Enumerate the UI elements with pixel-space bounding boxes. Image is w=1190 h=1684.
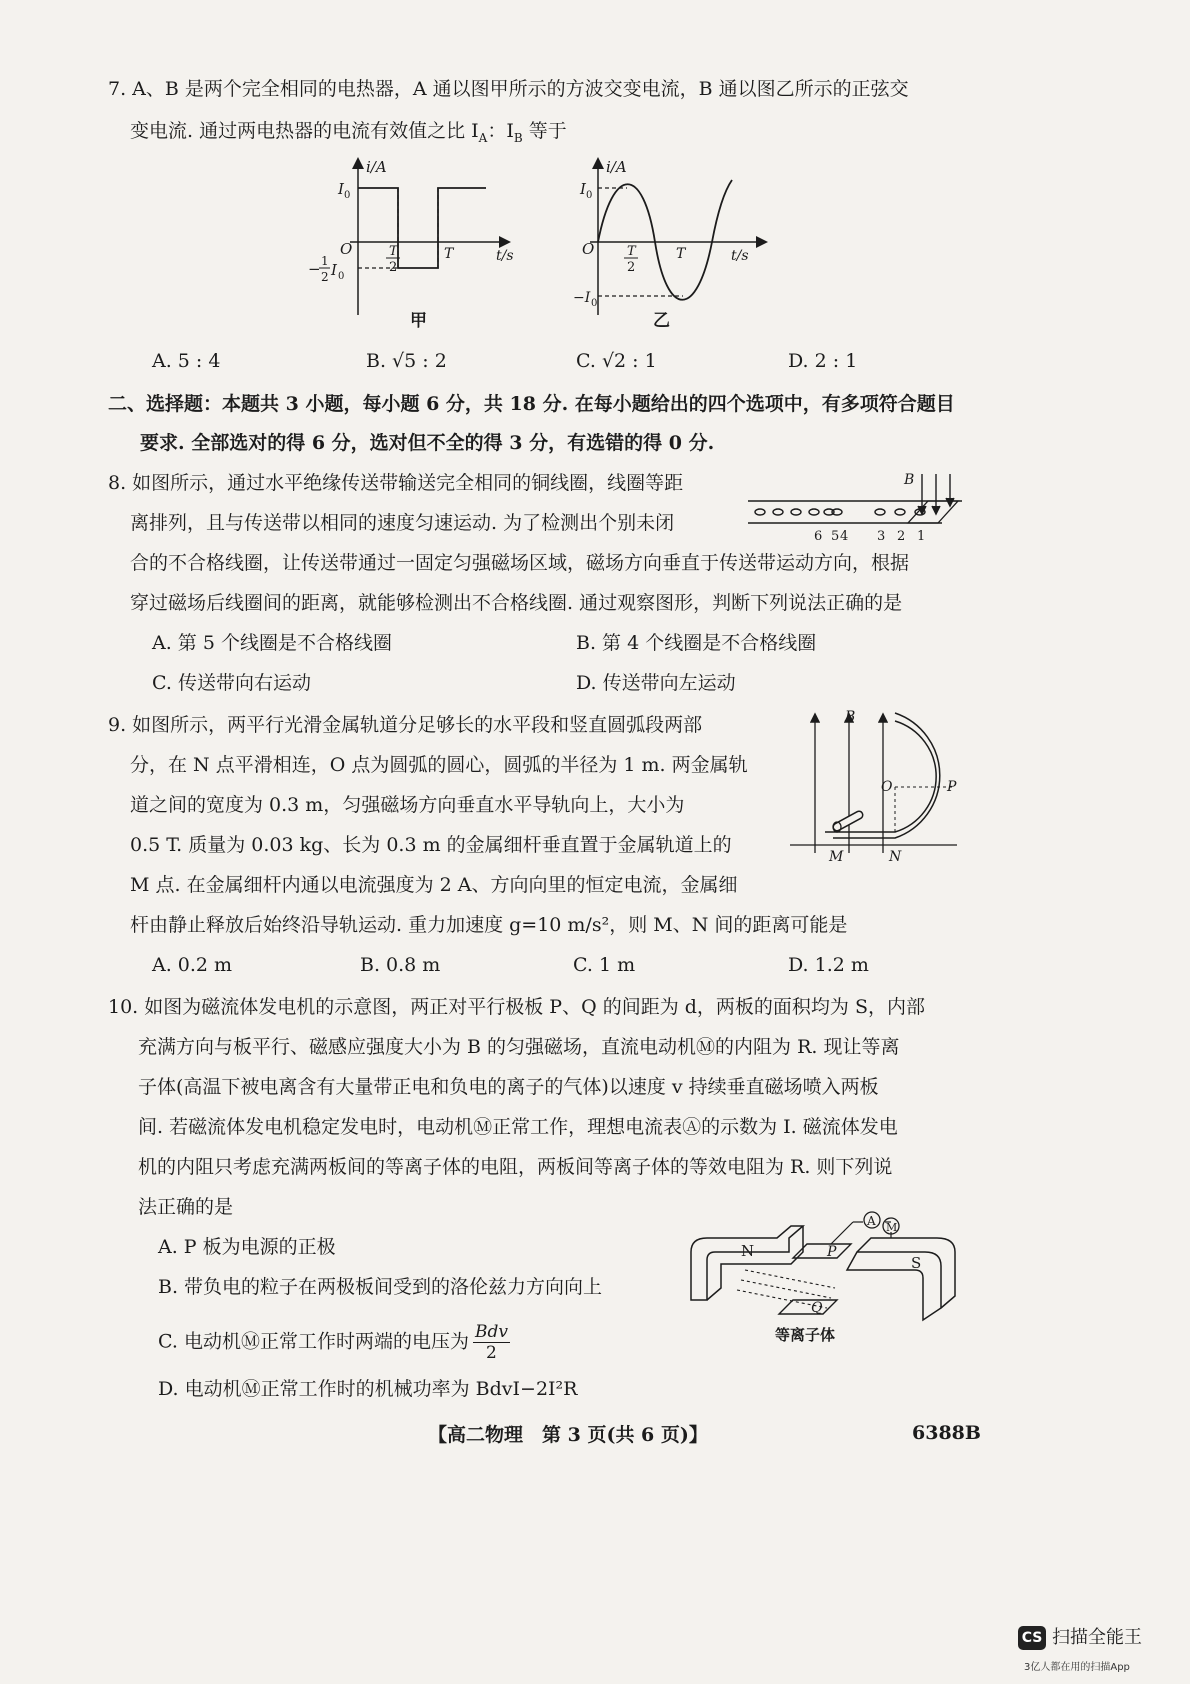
q10-caption: 等离子体 — [775, 1326, 836, 1344]
q8-line-3: 合的不合格线圈，让传送带通过一固定匀强磁场区域，磁场方向垂直于传送带运动方向，根据 — [130, 552, 910, 574]
q8-option-d: D. 传送带向左运动 — [576, 672, 736, 694]
fig-b-neg-i0: −I — [573, 290, 591, 306]
q10-line-4: 间. 若磁流体发电机稳定发电时，电动机Ⓜ正常工作，理想电流表Ⓐ的示数为 I. 磁流体发电 — [138, 1116, 898, 1138]
q9-n-label: N — [889, 849, 902, 865]
q8-num-2: 2 — [897, 529, 906, 544]
fig-b-i0: I — [580, 180, 586, 198]
fig-a-i0: I — [338, 180, 344, 198]
fig-a-i0-sub: 0 — [344, 190, 351, 201]
fig-a-neg-i0-sub: 0 — [338, 271, 345, 282]
q10-option-c — [158, 1322, 510, 1363]
q8-line-1: 8. 如图所示，通过水平绝缘传送带输送完全相同的铜线圈，线圈等距 — [108, 472, 684, 494]
q8-num-5: 5 — [831, 529, 840, 544]
q9-line-4: 0.5 T. 质量为 0.03 kg、长为 0.3 m 的金属细杆垂直置于金属轨道上的 — [130, 834, 732, 856]
q10-m-label: M — [886, 1221, 898, 1234]
q10-line-1: 10. 如图为磁流体发电机的示意图，两正对平行极板 P、Q 的间距为 d，两板的面积均为 S，内部 — [108, 996, 925, 1018]
q8-coils — [755, 509, 925, 515]
fig-b-t-half-num: T — [627, 244, 636, 259]
q8-num-3: 3 — [877, 529, 886, 544]
fig-a-square-wave — [358, 188, 486, 268]
q9-rod — [833, 815, 859, 832]
q8-figure — [740, 468, 970, 543]
q9-line-3: 道之间的宽度为 0.3 m，匀强磁场方向垂直水平导轨向上，大小为 — [130, 794, 685, 816]
q7-option-d: D. 2 : 1 — [788, 350, 858, 372]
q10-q-label: Q — [811, 1300, 823, 1316]
fig-a-origin: O — [340, 240, 353, 258]
q10-s-label: S — [911, 1254, 922, 1272]
q10-plate-p — [793, 1244, 851, 1258]
q9-m-label: M — [829, 849, 844, 865]
page-footer: 【高二物理 第 3 页(共 6 页)】 — [428, 1424, 708, 1446]
q8-num-6: 6 — [814, 529, 823, 544]
q7-option-b: B. √5 : 2 — [366, 350, 447, 372]
q10-option-c-num: Bdv — [474, 1322, 508, 1342]
q7-line-2-tail: 等于 — [522, 120, 567, 142]
fig-a-caption: 甲 — [410, 311, 427, 331]
q9-b-label: B — [845, 709, 856, 725]
fig-a-ylabel: i/A — [366, 158, 387, 176]
q9-option-c: C. 1 m — [573, 954, 636, 976]
fig-a-xlabel: t/s — [496, 248, 514, 264]
fig-a-t-half-num: T — [389, 244, 398, 259]
q10-option-b: B. 带负电的粒子在两极板间受到的洛伦兹力方向向上 — [158, 1276, 603, 1298]
fig-b-caption: 乙 — [653, 311, 670, 331]
scanner-logo-icon: CS — [1018, 1626, 1046, 1650]
q8-line-2: 离排列，且与传送带以相同的速度匀速运动. 为了检测出个别未闭 — [130, 512, 675, 534]
scanner-tagline: 3亿人都在用的扫描App — [1024, 1662, 1130, 1673]
q9-line-1: 9. 如图所示，两平行光滑金属轨道分足够长的水平段和竖直圆弧段两部 — [108, 714, 703, 736]
q10-a-label: A — [867, 1214, 876, 1228]
q10-option-c-text: C. 电动机Ⓜ正常工作时两端的电压为 — [158, 1330, 469, 1353]
q8-field-arrows — [918, 474, 954, 514]
q10-line-6: 法正确的是 — [138, 1196, 234, 1218]
q9-o-label: O — [881, 779, 893, 795]
q10-option-c-fraction — [473, 1322, 510, 1363]
q10-line-3: 子体(高温下被电离含有大量带正电和负电的离子的气体)以速度 v 持续垂直磁场喷入两板 — [138, 1076, 879, 1098]
q7-line-2-text: 变电流. 通过两电热器的电流有效值之比 I — [130, 120, 479, 142]
q9-option-b: B. 0.8 m — [360, 954, 441, 976]
q10-option-d: D. 电动机Ⓜ正常工作时的机械功率为 BdvI−2I²R — [158, 1378, 578, 1400]
q7-sub-b: B — [513, 130, 523, 145]
section2-line-2: 要求. 全部选对的得 6 分，选对但不全的得 3 分，有选错的得 0 分. — [140, 432, 715, 454]
q8-line-4: 穿过磁场后线圈间的距离，就能够检测出不合格线圈. 通过观察图形，判断下列说法正确的是 — [130, 592, 903, 614]
q8-num-1: 1 — [917, 529, 926, 544]
fig-a-neg: − — [308, 260, 321, 278]
q9-option-a: A. 0.2 m — [152, 954, 233, 976]
q8-option-b: B. 第 4 个线圈是不合格线圈 — [576, 632, 817, 654]
q7-line-1: 7. A、B 是两个完全相同的电热器，A 通以图甲所示的方波交变电流，B 通以图乙所示的正弦交 — [108, 78, 909, 100]
fig-b-t-half-den: 2 — [627, 260, 636, 275]
q8-num-4: 4 — [840, 529, 849, 544]
section2-line-1: 二、选择题：本题共 3 小题，每小题 6 分，共 18 分. 在每小题给出的四个选项中，有多项符合题目 — [108, 393, 955, 415]
fig-b-xlabel: t/s — [731, 248, 749, 264]
q7-ratio-colon: ：I — [487, 120, 514, 142]
q9-line-6: 杆由静止释放后始终沿导轨运动. 重力加速度 g=10 m/s²，则 M、N 间的距离可能是 — [130, 914, 848, 936]
q9-inner-rail — [825, 721, 936, 832]
q7-figure-b — [575, 150, 775, 340]
fig-b-i0-sub: 0 — [586, 190, 593, 201]
scanner-app-name: 扫描全能王 — [1052, 1627, 1142, 1648]
fig-a-t-half-den: 2 — [389, 260, 398, 275]
q7-figure-a — [300, 150, 530, 340]
q10-p-label: P — [827, 1244, 837, 1260]
q7-option-c: C. √2 : 1 — [576, 350, 657, 372]
q10-line-5: 机的内阻只考虑充满两板间的等离子体的电阻，两板间等离子体的等效电阻为 R. 则下列说 — [138, 1156, 893, 1178]
fig-a-half-num: 1 — [321, 254, 329, 268]
fig-b-origin: O — [582, 240, 595, 258]
q9-p-label: P — [947, 779, 957, 795]
q8-option-c: C. 传送带向右运动 — [152, 672, 311, 694]
fig-b-ylabel: i/A — [606, 158, 627, 176]
fig-b-sine-wave — [598, 180, 732, 300]
q7-option-a: A. 5 : 4 — [152, 350, 221, 372]
q9-figure — [785, 705, 960, 865]
q9-option-d: D. 1.2 m — [788, 954, 869, 976]
fig-a-neg-i0: I — [331, 261, 337, 279]
fig-b-neg-i0-sub: 0 — [591, 298, 598, 309]
q7-line-2 — [130, 118, 567, 151]
q8-b-label: B — [904, 472, 915, 488]
fig-b-t-full: T — [676, 246, 686, 262]
q8-option-a: A. 第 5 个线圈是不合格线圈 — [152, 632, 392, 654]
q10-option-a: A. P 板为电源的正极 — [158, 1236, 336, 1258]
q10-n-label: N — [741, 1242, 755, 1260]
fig-a-t-full: T — [444, 246, 454, 262]
q7-sub-a: A — [478, 130, 488, 145]
q10-line-2: 充满方向与板平行、磁感应强度大小为 B 的匀强磁场，直流电动机Ⓜ的内阻为 R. 现让等离 — [138, 1036, 900, 1058]
q10-figure — [685, 1208, 975, 1348]
q9-line-2: 分，在 N 点平滑相连，O 点为圆弧的圆心，圆弧的半径为 1 m. 两金属轨 — [130, 754, 748, 776]
q10-plate-q — [779, 1300, 837, 1314]
q10-magnet-s — [847, 1238, 955, 1320]
q9-line-5: M 点. 在金属细杆内通以电流强度为 2 A、方向向里的恒定电流，金属细 — [130, 874, 738, 896]
q10-magnet-n — [691, 1226, 803, 1300]
q10-option-c-den: 2 — [486, 1343, 497, 1363]
fig-a-half-den: 2 — [321, 270, 329, 284]
paper-code: 6388B — [912, 1422, 981, 1444]
